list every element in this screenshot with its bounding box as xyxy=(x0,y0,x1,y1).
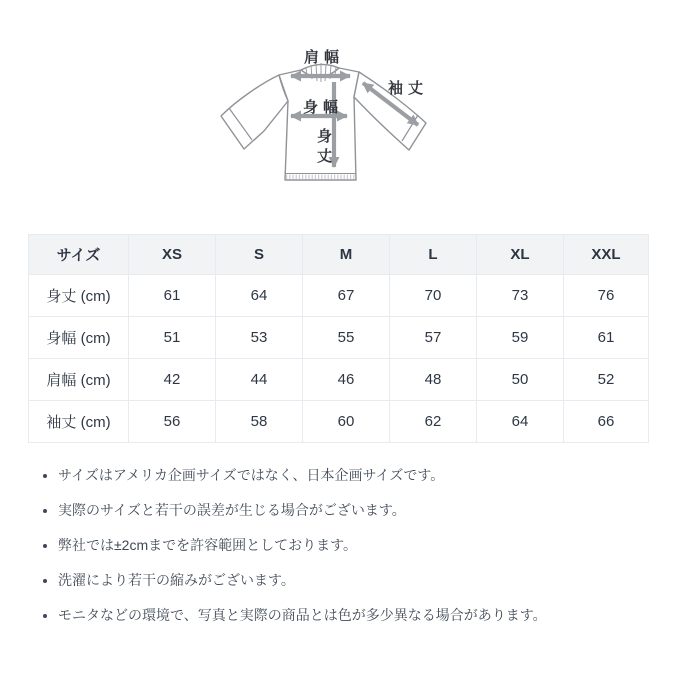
body-length-label-char2: 丈 xyxy=(316,148,338,165)
body-length-label-char1: 身 xyxy=(316,128,338,145)
row-label-body-width: 身幅 (cm) xyxy=(29,317,129,359)
cell-value: 42 xyxy=(129,359,216,401)
size-table-header-row xyxy=(29,235,649,275)
cell-value: 44 xyxy=(216,359,303,401)
table-row-sleeve-length xyxy=(29,401,649,443)
cell-value: 64 xyxy=(477,401,564,443)
header-xs: XS xyxy=(129,235,216,275)
cell-value: 59 xyxy=(477,317,564,359)
row-label-sleeve-length: 袖丈 (cm) xyxy=(29,401,129,443)
shirt-measurement-diagram xyxy=(200,36,450,204)
header-s: S xyxy=(216,235,303,275)
table-row-shoulder-width xyxy=(29,359,649,401)
header-size: サイズ xyxy=(29,235,129,275)
note-item: • サイズはアメリカ企画サイズではなく、日本企画サイズです。 xyxy=(58,466,668,485)
size-notes-list xyxy=(40,466,668,640)
cell-value: 60 xyxy=(303,401,390,443)
header-l: L xyxy=(390,235,477,275)
cell-value: 51 xyxy=(129,317,216,359)
cell-value: 58 xyxy=(216,401,303,443)
header-m: M xyxy=(303,235,390,275)
cell-value: 53 xyxy=(216,317,303,359)
shirt-diagram-svg xyxy=(200,36,450,204)
cell-value: 55 xyxy=(303,317,390,359)
cell-value: 61 xyxy=(564,317,649,359)
cell-value: 76 xyxy=(564,275,649,317)
sleeve-length-label: 袖丈 xyxy=(387,80,429,97)
body-width-label: 身幅 xyxy=(302,99,344,116)
header-xxl: XXL xyxy=(564,235,649,275)
size-table xyxy=(28,234,649,443)
cell-value: 61 xyxy=(129,275,216,317)
cell-value: 73 xyxy=(477,275,564,317)
shirt-left-sleeve xyxy=(221,75,288,149)
cell-value: 66 xyxy=(564,401,649,443)
cell-value: 52 xyxy=(564,359,649,401)
row-label-body-length: 身丈 (cm) xyxy=(29,275,129,317)
cell-value: 50 xyxy=(477,359,564,401)
row-label-shoulder-width: 肩幅 (cm) xyxy=(29,359,129,401)
cell-value: 67 xyxy=(303,275,390,317)
note-item: • 洗濯により若干の縮みがございます。 xyxy=(58,571,668,590)
cell-value: 48 xyxy=(390,359,477,401)
note-item: • モニタなどの環境で、写真と実際の商品とは色が多少異なる場合があります。 xyxy=(58,606,668,625)
cell-value: 70 xyxy=(390,275,477,317)
cell-value: 62 xyxy=(390,401,477,443)
shoulder-width-label: 肩幅 xyxy=(303,49,345,66)
cell-value: 46 xyxy=(303,359,390,401)
table-row-body-width xyxy=(29,317,649,359)
cell-value: 57 xyxy=(390,317,477,359)
note-item: • 実際のサイズと若干の誤差が生じる場合がございます。 xyxy=(58,501,668,520)
cell-value: 64 xyxy=(216,275,303,317)
header-xl: XL xyxy=(477,235,564,275)
table-row-body-length xyxy=(29,275,649,317)
cell-value: 56 xyxy=(129,401,216,443)
note-item: • 弊社では±2cmまでを許容範囲としております。 xyxy=(58,536,668,555)
